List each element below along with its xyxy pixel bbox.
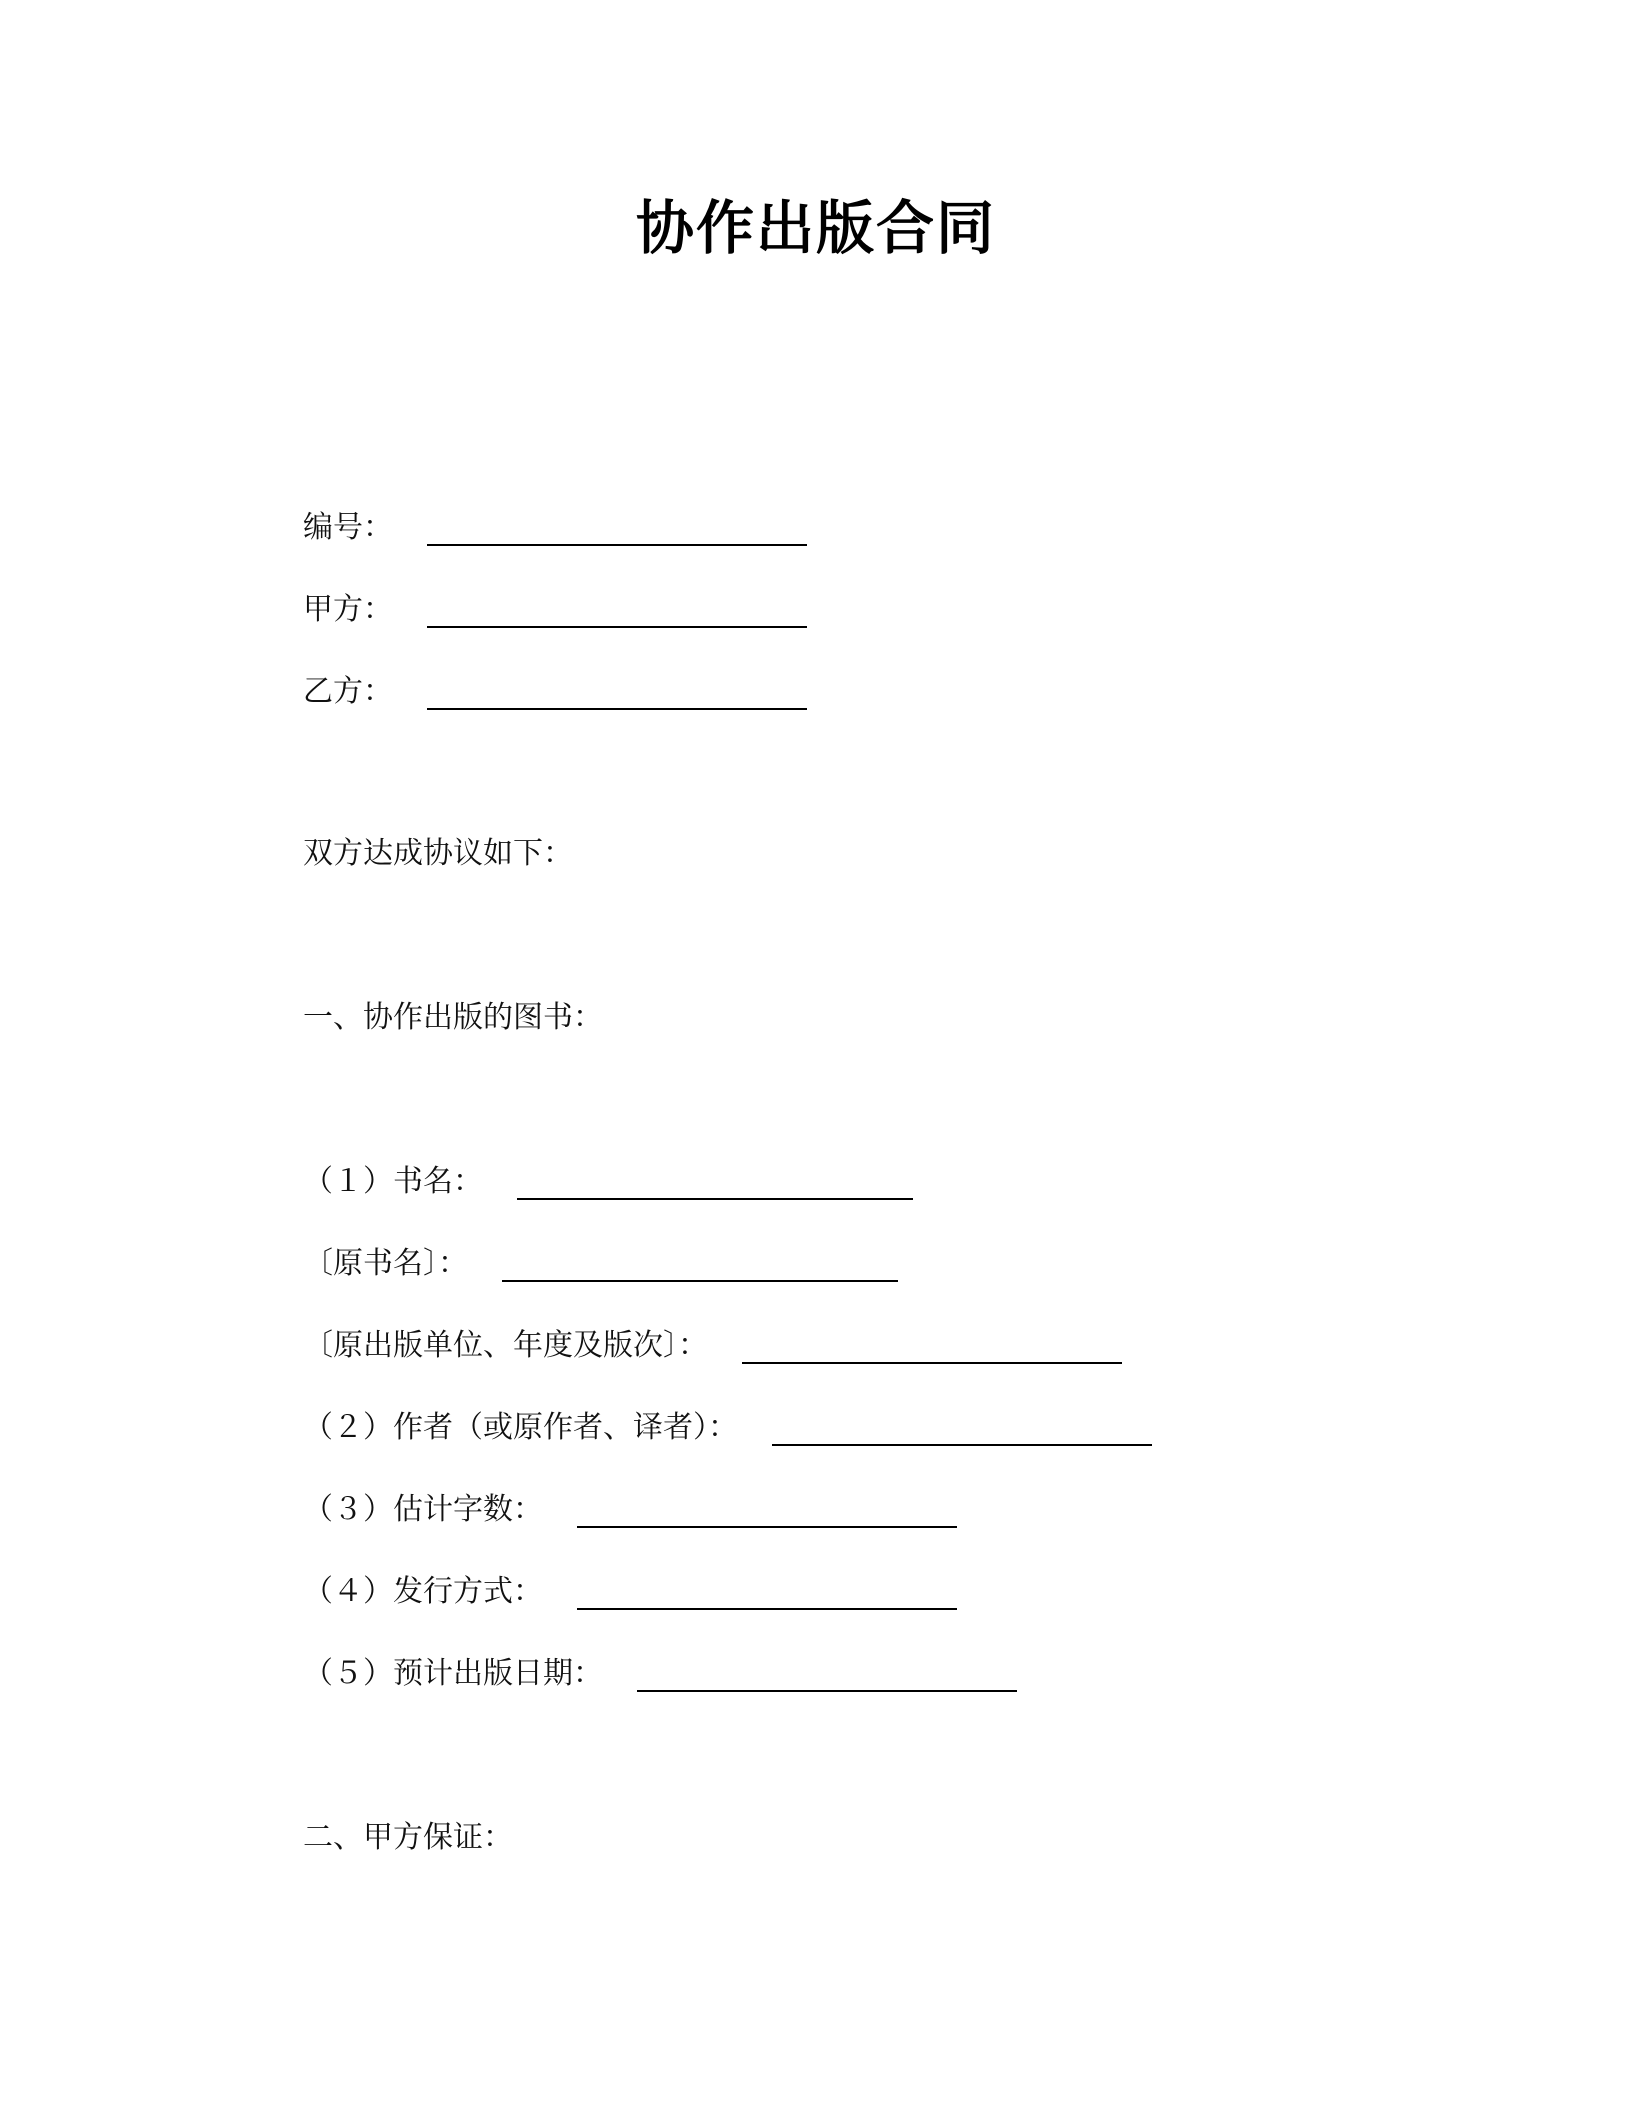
field-original-title-label: 〔原书名〕： — [303, 1246, 468, 1281]
field-author-label: （２）作者（或原作者、译者）： — [303, 1410, 738, 1445]
field-author-blank[interactable] — [772, 1444, 1152, 1446]
field-original-publisher — [303, 1320, 1122, 1366]
field-book-title — [303, 1156, 913, 1202]
contract-title: 协作出版合同 — [635, 194, 996, 262]
field-distribution-blank[interactable] — [577, 1608, 957, 1610]
section-2-heading — [303, 1812, 513, 1858]
field-word-count-blank[interactable] — [577, 1526, 957, 1528]
field-party-b — [303, 666, 807, 712]
field-publish-date-label: （５）预计出版日期： — [303, 1656, 603, 1691]
intro-text-content: 双方达成协议如下： — [303, 836, 573, 871]
field-word-count-label: （３）估计字数： — [303, 1492, 543, 1527]
field-number-label: 编号： — [303, 510, 393, 545]
section-1-heading-text: 一、协作出版的图书： — [303, 1000, 603, 1035]
field-number-blank[interactable] — [427, 544, 807, 546]
field-party-b-blank[interactable] — [427, 708, 807, 710]
section-2-heading-text: 二、甲方保证： — [303, 1820, 513, 1855]
field-party-a-label: 甲方： — [303, 592, 393, 627]
field-original-title-blank[interactable] — [502, 1280, 898, 1282]
field-number — [303, 502, 807, 548]
field-book-title-label: （１）书名： — [303, 1164, 483, 1199]
field-party-a — [303, 584, 807, 630]
field-book-title-blank[interactable] — [517, 1198, 913, 1200]
field-party-b-label: 乙方： — [303, 674, 393, 709]
field-author — [303, 1402, 1152, 1448]
field-distribution-label: （４）发行方式： — [303, 1574, 543, 1609]
field-original-title — [303, 1238, 898, 1284]
field-distribution — [303, 1566, 957, 1612]
field-publish-date-blank[interactable] — [637, 1690, 1017, 1692]
intro-text — [303, 828, 573, 874]
field-original-publisher-blank[interactable] — [742, 1362, 1122, 1364]
field-word-count — [303, 1484, 957, 1530]
field-party-a-blank[interactable] — [427, 626, 807, 628]
field-original-publisher-label: 〔原出版单位、年度及版次〕： — [303, 1328, 708, 1363]
field-publish-date — [303, 1648, 1017, 1694]
section-1-heading — [303, 992, 603, 1038]
